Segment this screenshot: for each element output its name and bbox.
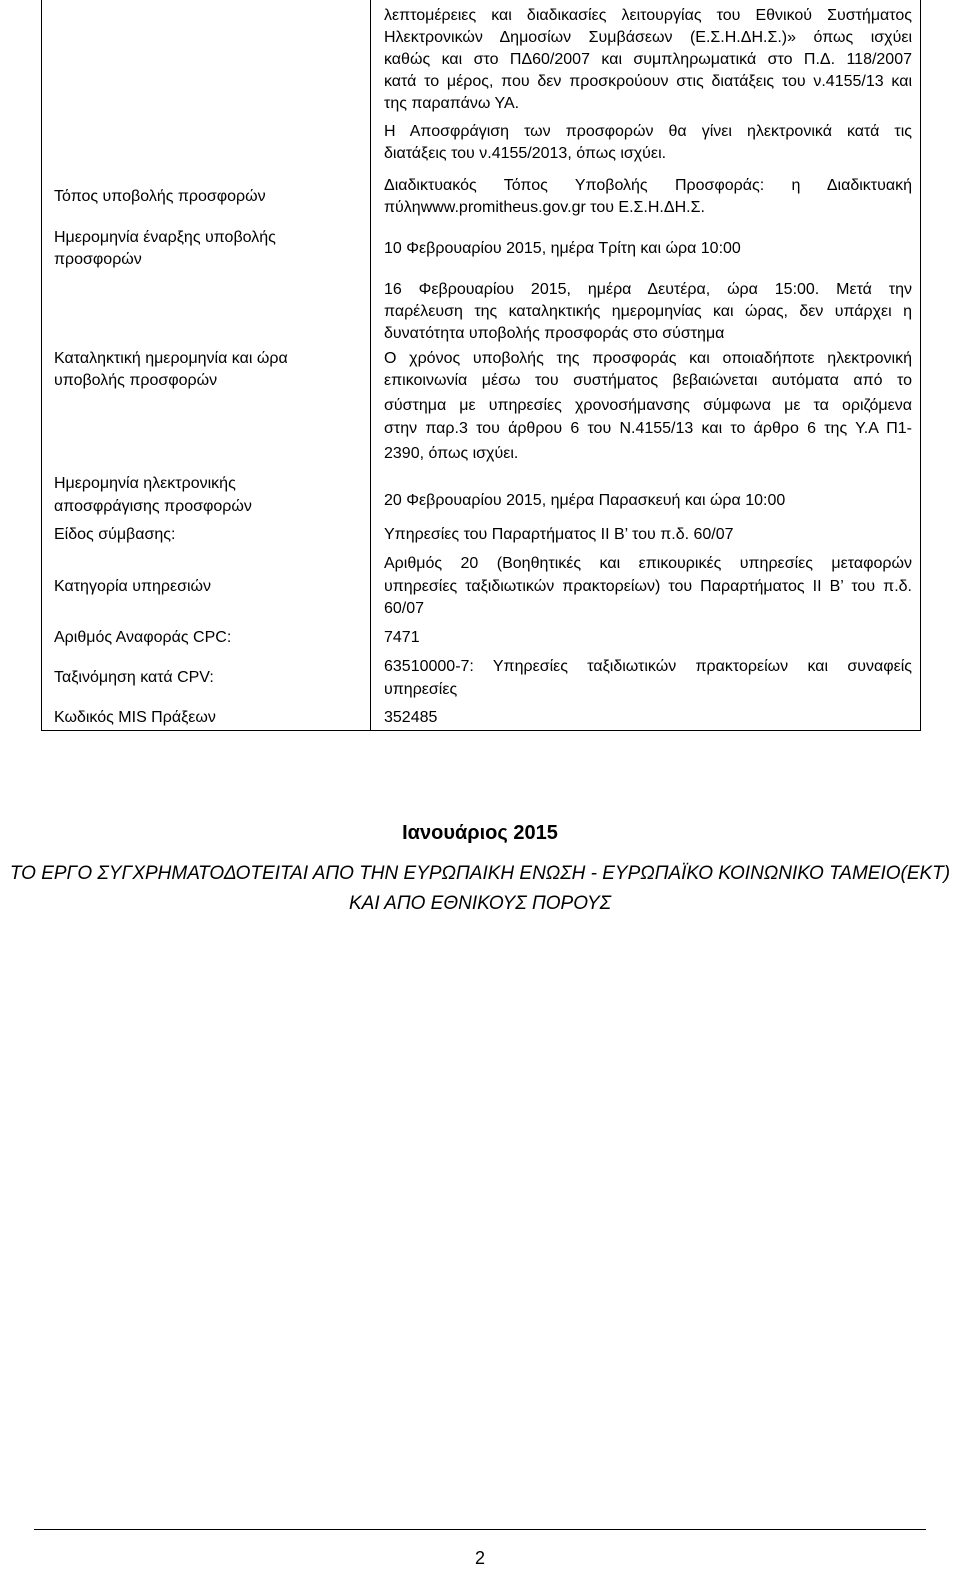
cpc-value: 7471 [384, 629, 420, 646]
regulation-line: κατά το μέρος, που δεν προσκρούουν στις διατάξεις του ν.4155/13 και [384, 73, 912, 90]
deadline-value: δυνατότητα υποβολής προσφοράς στο σύστημα [384, 325, 725, 342]
regulation-line: καθώς και στο ΠΔ60/2007 και συμπληρωματικά στο Π.Δ. 118/2007 [384, 51, 912, 68]
submission-place-label: Τόπος υποβολής προσφορών [54, 188, 266, 205]
timestamp-note: Ο χρόνος υποβολής της προσφοράς και οποιαδήποτε ηλεκτρονική [384, 350, 912, 367]
cpv-value: 63510000-7: Υπηρεσίες ταξιδιωτικών πρακτορείων και συναφείς [384, 658, 912, 675]
mis-label: Κωδικός MIS Πράξεων [54, 709, 216, 726]
timestamp-note: σύστημα με υπηρεσίες χρονοσήμανσης σύμφωνα με τα οριζόμενα [384, 397, 912, 414]
cpc-label: Αριθμός Αναφοράς CPC: [54, 629, 232, 646]
service-category-label: Κατηγορία υπηρεσιών [54, 578, 212, 595]
start-date-label: προσφορών [54, 251, 142, 268]
unsealing-date-value: 20 Φεβρουαρίου 2015, ημέρα Παρασκευή και ώρα 10:00 [384, 492, 786, 509]
unsealing-note-line: Η Αποσφράγιση των προσφορών θα γίνει ηλεκτρονικά κατά τις [384, 123, 912, 140]
regulation-line: της παραπάνω ΥΑ. [384, 95, 520, 112]
document-date: Ιανουάριος 2015 [402, 822, 558, 844]
service-category-value: υπηρεσίες ταξιδιωτικών πρακτορείων) του Παραρτήματος ΙΙ Β’ του π.δ. [384, 578, 912, 595]
timestamp-note: 2390, όπως ισχύει. [384, 445, 519, 462]
deadline-value: παρέλευση της καταληκτικής ημερομηνίας και ώρας, δεν υπάρχει η [384, 303, 912, 320]
regulation-line: λεπτομέρειες και διαδικασίες λειτουργίας του Εθνικού Συστήματος [384, 7, 912, 24]
service-category-value: 60/07 [384, 600, 425, 617]
funding-statement: ΤΟ ΕΡΓΟ ΣΥΓΧΡΗΜΑΤΟΔΟΤΕΙΤΑΙ ΑΠΟ ΤΗΝ ΕΥΡΩΠΑΙΚΗ ΕΝΩΣΗ - ΕΥΡΩΠΑΪΚΟ ΚΟΙΝΩΝΙΚΟ ΤΑΜΕΙΟ(ΕΚΤ) [9, 863, 951, 884]
deadline-label: υποβολής προσφορών [54, 372, 218, 389]
tender-details-table [41, 0, 921, 731]
unsealing-date-label: αποσφράγισης προσφορών [54, 498, 252, 515]
unsealing-note-line: διατάξεις του ν.4155/2013, όπως ισχύει. [384, 145, 667, 162]
footer-rule [34, 1529, 926, 1530]
timestamp-note: επικοινωνία μέσω του συστήματος βεβαιώνεται αυτόματα από το [384, 372, 912, 389]
column-divider [370, 0, 371, 730]
regulation-line: Ηλεκτρονικών Δημοσίων Συμβάσεων (Ε.Σ.Η.ΔΗ.Σ.)» όπως ισχύει [384, 29, 912, 46]
funding-statement: ΚΑΙ ΑΠΟ ΕΘΝΙΚΟΥΣ ΠΟΡΟΥΣ [348, 893, 612, 914]
cpv-label: Ταξινόμηση κατά CPV: [54, 669, 214, 686]
unsealing-date-label: Ημερομηνία ηλεκτρονικής [54, 475, 236, 492]
cpv-value: υπηρεσίες [384, 681, 458, 698]
page-number: 2 [474, 1548, 485, 1568]
start-date-label: Ημερομηνία έναρξης υποβολής [54, 229, 276, 246]
deadline-value: 16 Φεβρουαρίου 2015, ημέρα Δευτέρα, ώρα 15:00. Μετά την [384, 281, 912, 298]
submission-place-value: πύληwww.promitheus.gov.gr του Ε.Σ.Η.ΔΗ.Σ. [384, 199, 705, 216]
mis-value: 352485 [384, 709, 438, 726]
contract-type-value: Υπηρεσίες του Παραρτήματος ΙΙ Β’ του π.δ. 60/07 [384, 526, 734, 543]
service-category-value: Αριθμός 20 (Βοηθητικές και επικουρικές υπηρεσίες μεταφορών [384, 555, 912, 572]
deadline-label: Καταληκτική ημερομηνία και ώρα [54, 350, 288, 367]
submission-place-value: Διαδικτυακός Τόπος Υποβολής Προσφοράς: η Διαδικτυακή [384, 177, 912, 194]
start-date-value: 10 Φεβρουαρίου 2015, ημέρα Τρίτη και ώρα 10:00 [384, 240, 741, 257]
timestamp-note: στην παρ.3 του άρθρου 6 του Ν.4155/13 και το άρθρο 6 της Υ.Α Π1- [384, 420, 912, 437]
contract-type-label: Είδος σύμβασης: [54, 526, 176, 543]
